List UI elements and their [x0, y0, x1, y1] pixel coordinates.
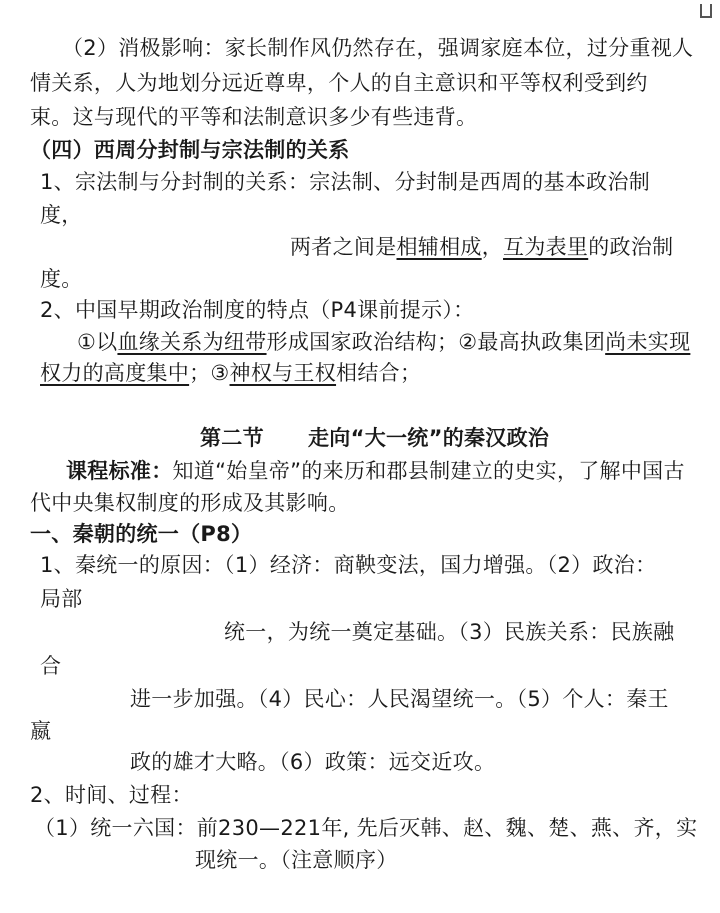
relationship-line-1: 1、宗法制与分封制的关系：宗法制、分封制是西周的基本政治制	[40, 170, 651, 194]
underlined-term-inside-outside: 互为表里	[503, 235, 589, 259]
relationship-text-b: ，	[481, 235, 504, 259]
section-name-title: 走向“大一统”的秦汉政治	[308, 426, 550, 450]
negative-impact-line-2: 情关系，人为地划分远近尊卑，个人的自主意识和平等权利受到约	[30, 71, 648, 95]
relationship-text-a: 两者之间是	[290, 235, 397, 259]
unify-six-states-line-2: 现统一。（注意顺序）	[195, 848, 398, 872]
relationship-line-4: 度。	[40, 267, 83, 291]
relationship-text-c: 的政治制	[588, 235, 674, 259]
features-text-d: 相结合；	[336, 361, 422, 385]
unify-six-states-line-1: （1）统一六国：前230—221年, 先后灭韩、赵、魏、楚、燕、齐，实	[34, 816, 698, 840]
features-text-a: ①以	[77, 330, 118, 354]
underlined-term-divine-royal: 神权与王权	[229, 361, 337, 385]
time-process-line: 2、时间、过程：	[30, 783, 193, 807]
underlined-term-not-yet: 尚未实现	[605, 330, 691, 354]
corner-bracket-icon	[700, 4, 712, 18]
reasons-line-2: 局部	[40, 587, 83, 611]
reasons-line-6: 嬴	[30, 719, 52, 743]
underlined-term-power-concentration: 权力的高度集中	[40, 361, 190, 385]
reasons-line-4: 合	[40, 654, 62, 678]
relationship-line-2: 度，	[40, 203, 83, 227]
reasons-line-1: 1、秦统一的原因：（1）经济：商鞅变法，国力增强。（2）政治：	[40, 553, 657, 577]
section-number-title: 第二节	[200, 426, 264, 450]
features-text-b: 形成国家政治结构；②最高执政集团	[266, 330, 606, 354]
curriculum-standard-line-2: 代中央集权制度的形成及其影响。	[30, 491, 350, 515]
heading-qin-unification: 一、秦朝的统一（P8）	[30, 522, 253, 546]
curriculum-standard-label: 课程标准：	[66, 459, 173, 483]
curriculum-standard-text: 知道“始皇帝”的来历和郡县制建立的史实，了解中国古	[172, 459, 685, 483]
section-heading-four: （四）西周分封制与宗法制的关系	[30, 138, 350, 162]
reasons-line-7: 政的雄才大略。（6）政策：远交近攻。	[130, 750, 496, 774]
relationship-line-3	[290, 233, 673, 261]
reasons-line-3: 统一，为统一奠定基础。（3）民族关系：民族融	[224, 620, 675, 644]
features-line-2	[77, 328, 690, 356]
features-text-c: ；③	[189, 361, 230, 385]
features-line-1: 2、中国早期政治制度的特点（P4课前提示）：	[40, 298, 475, 322]
reasons-line-5: 进一步加强。（4）民心：人民渴望统一。（5）个人：秦王	[130, 687, 669, 711]
underlined-term-complementary: 相辅相成	[396, 235, 482, 259]
negative-impact-line-1: （2）消极影响：家长制作风仍然存在，强调家庭本位，过分重视人	[62, 36, 694, 60]
curriculum-standard-line-1	[66, 457, 685, 485]
negative-impact-line-3: 束。这与现代的平等和法制意识多少有些违背。	[30, 105, 478, 129]
features-line-3	[40, 359, 421, 387]
underlined-term-blood-ties: 血缘关系为纽带	[117, 330, 267, 354]
